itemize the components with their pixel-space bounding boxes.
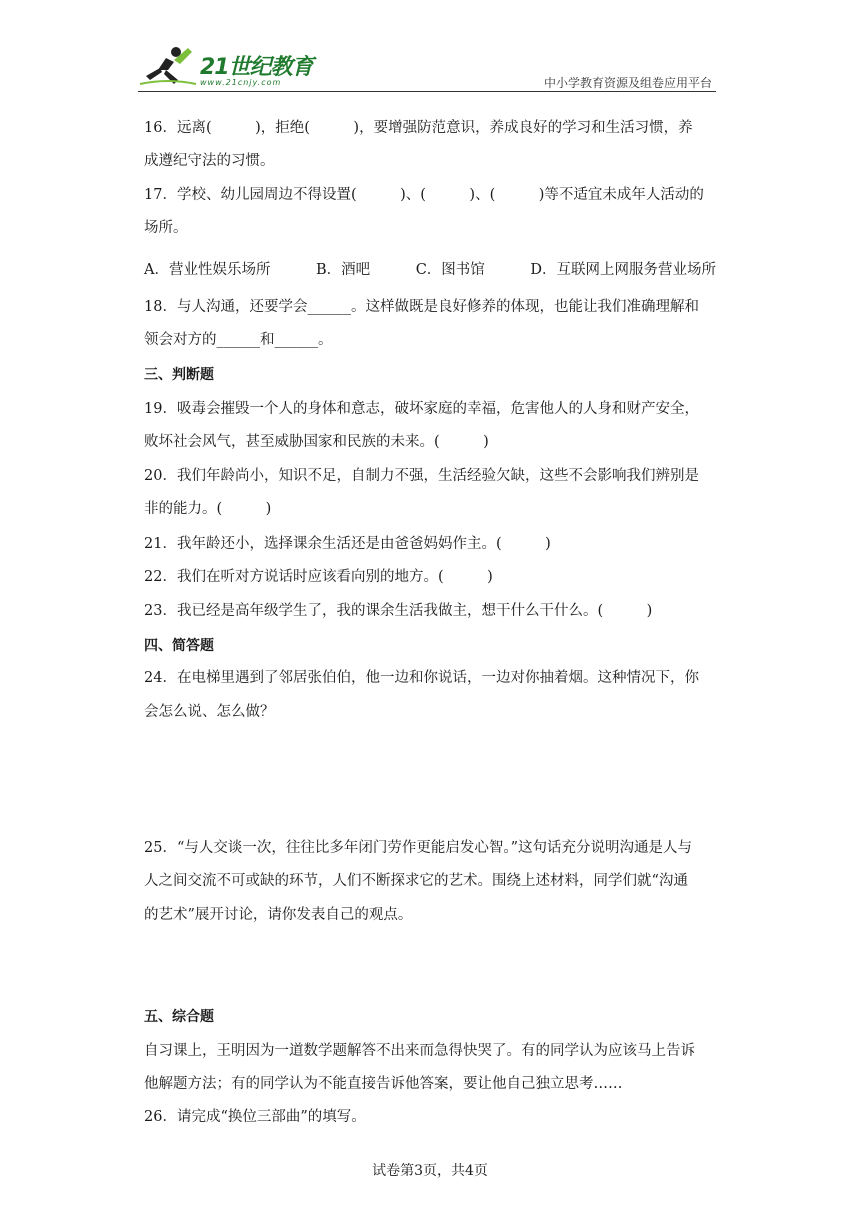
material-line-2: 他解题方法；有的同学认为不能直接告诉他答案，要让他自己独立思考…… [144,1076,623,1092]
question-17-options [144,258,716,279]
logo-text: 21世纪教育 [200,55,313,80]
logo-url: www.21cnjy.com [200,78,282,87]
question-18-line-1: 18．与人沟通，还要学会______。这样做既是良好修养的体现，也能让我们准确理解和 [144,299,699,315]
logo [138,40,338,92]
option-d: D．互联网上网服务营业场所 [530,262,716,278]
option-c: C．图书馆 [415,262,485,278]
question-25-line-3: 的艺术”展开讨论，请你发表自己的观点。 [144,907,413,923]
question-25-line-1: 25．“与人交谈一次，往往比多年闭门劳作更能启发心智。”这句话充分说明沟通是人与 [144,840,693,856]
question-19-line-2: 败坏社会风气，甚至威胁国家和民族的未来。( ) [144,434,489,450]
page-header [138,40,716,92]
question-23: 23．我已经是高年级学生了，我的课余生活我做主，想干什么干什么。( ) [144,603,653,619]
question-19-line-1: 19．吸毒会摧毁一个人的身体和意志，破坏家庭的幸福，危害他人的人身和财产安全， [144,401,699,417]
header-divider [138,91,716,92]
question-25-line-2: 人之间交流不可或缺的环节，人们不断探求它的艺术。围绕上述材料，同学们就“沟通 [144,873,688,889]
option-b: B．酒吧 [316,262,371,278]
runner-logo-icon [138,40,198,90]
question-17-line-1: 17．学校、幼儿园周边不得设置( )、( )、( )等不适宜未成年人活动的 [144,187,704,203]
question-26: 26．请完成“换位三部曲”的填写。 [144,1109,366,1125]
question-24-line-2: 会怎么说、怎么做？ [144,704,275,720]
section-4-title: 四、简答题 [144,638,214,654]
option-a: A．营业性娱乐场所 [144,262,271,278]
question-22: 22．我们在听对方说话时应该看向别的地方。( ) [144,569,493,585]
page-footer: 试卷第3页，共4页 [372,1163,488,1179]
section-3-title: 三、判断题 [144,367,214,383]
question-16-line-2: 成遵纪守法的习惯。 [144,153,275,169]
platform-name: 中小学教育资源及组卷应用平台 [543,76,712,90]
question-16-line-1: 16．远离( )，拒绝( )，要增强防范意识，养成良好的学习和生活习惯，养 [144,120,693,136]
question-18-line-2: 领会对方的______和______。 [144,332,333,348]
material-line-1: 自习课上，王明因为一道数学题解答不出来而急得快哭了。有的同学认为应该马上告诉 [144,1043,695,1059]
question-24-line-1: 24．在电梯里遇到了邻居张伯伯，他一边和你说话，一边对你抽着烟。这种情况下，你 [144,670,699,686]
question-17-line-2: 场所。 [144,220,188,236]
section-5-title: 五、综合题 [144,1009,214,1025]
question-20-line-1: 20．我们年龄尚小，知识不足，自制力不强，生活经验欠缺，这些不会影响我们辨别是 [144,468,699,484]
question-20-line-2: 非的能力。( ) [144,501,272,517]
question-21: 21．我年龄还小，选择课余生活还是由爸爸妈妈作主。( ) [144,536,551,552]
